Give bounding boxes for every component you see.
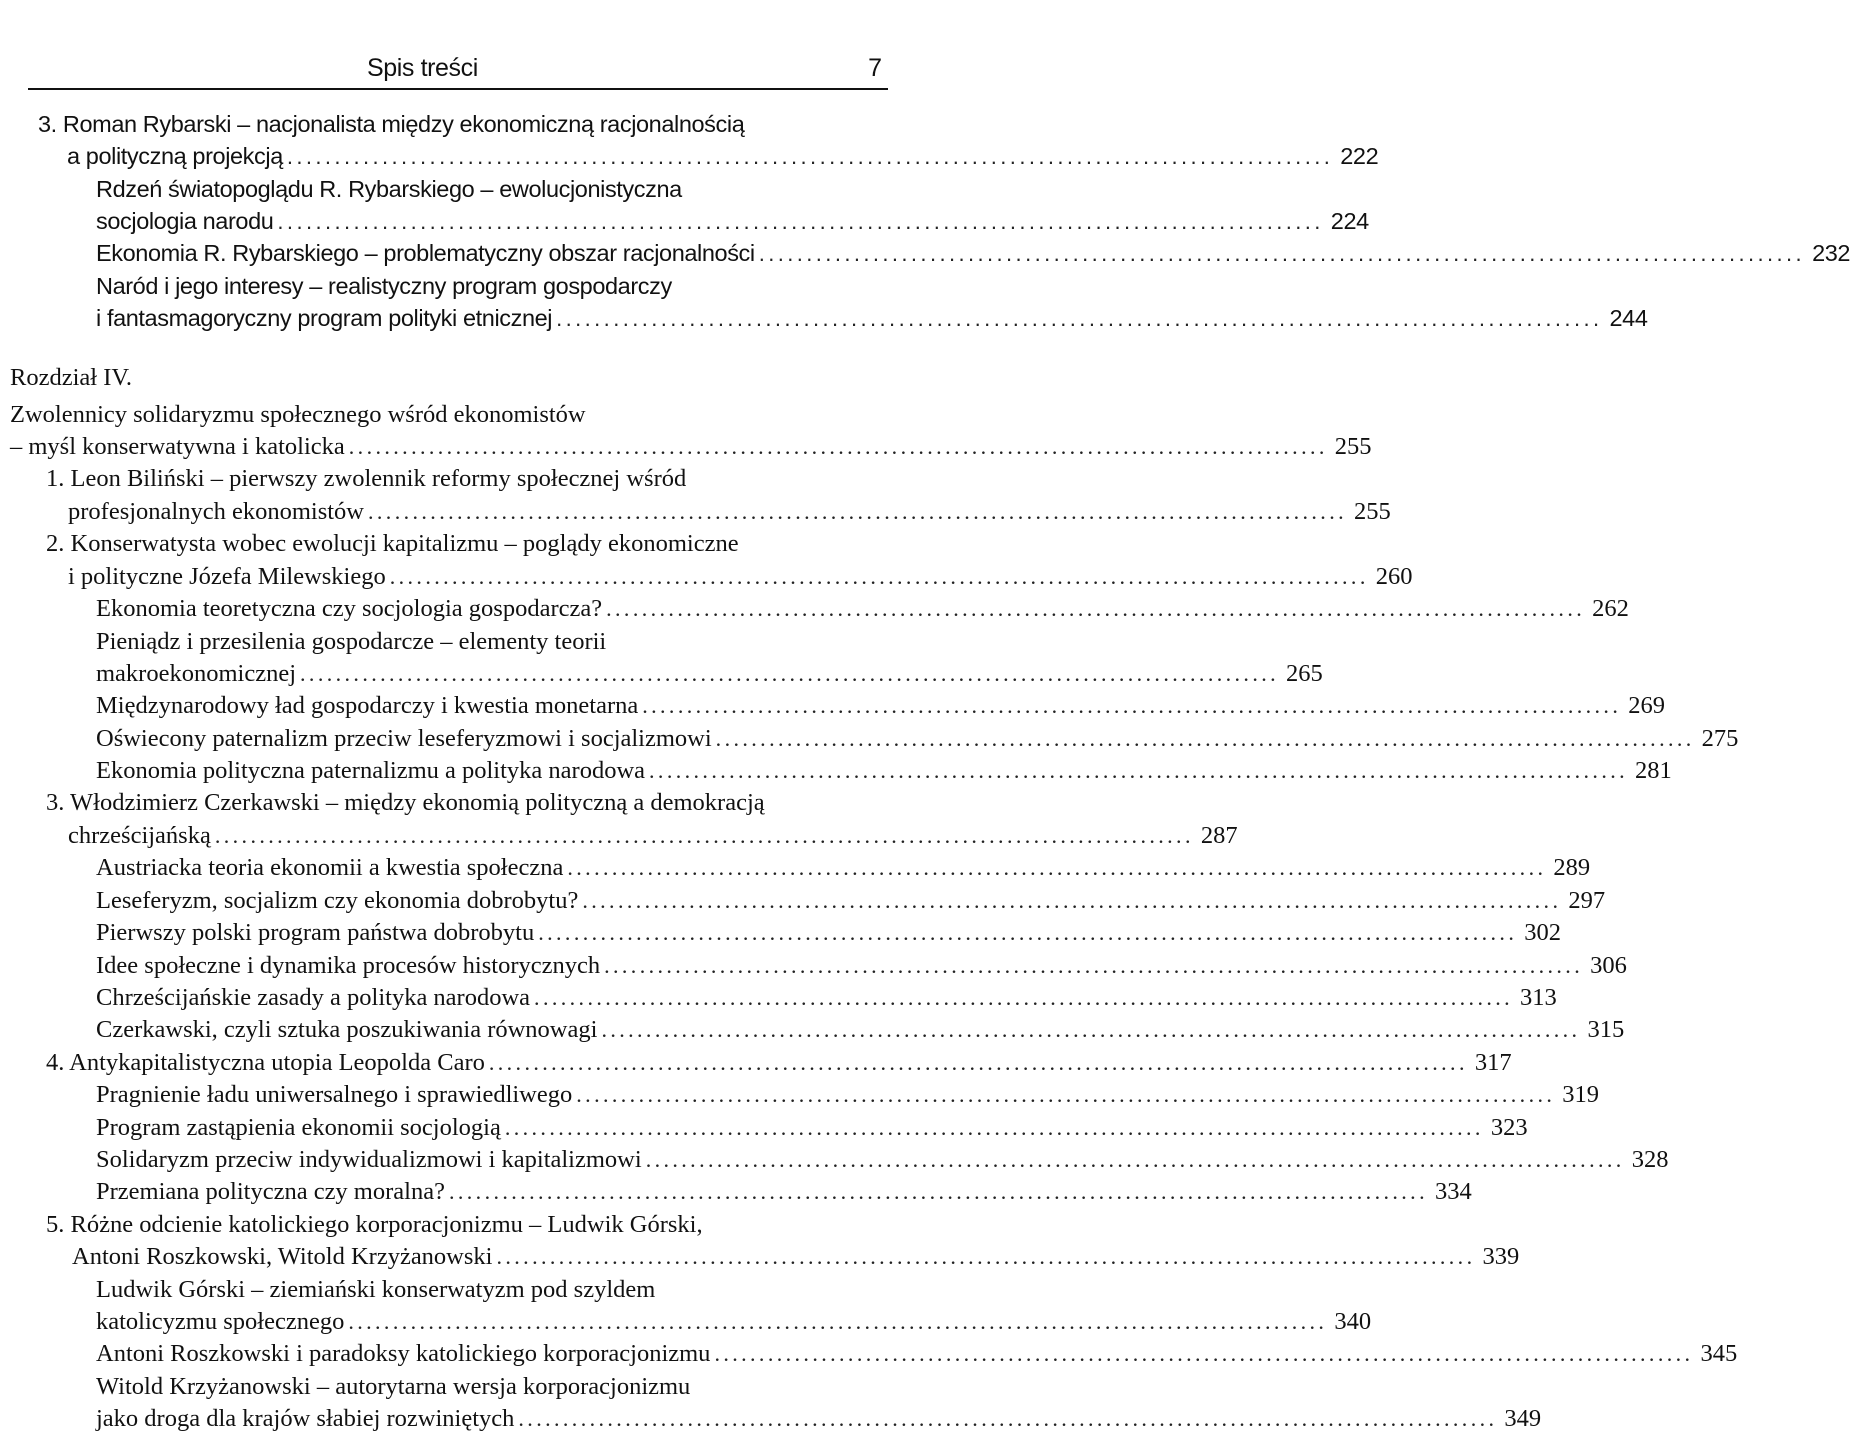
- toc-entry-title: Ekonomia polityczna paternalizmu a polityka narodowa: [96, 757, 646, 784]
- toc-entry-title: katolicyzmu społecznego: [96, 1308, 345, 1335]
- running-header: [28, 50, 888, 90]
- toc-entry-title: Przemiana polityczna czy moralna?: [96, 1178, 445, 1205]
- toc-entry-page: 289: [1553, 854, 1591, 881]
- toc-entry-page: 224: [1330, 208, 1369, 234]
- dot-leader: ..............................................................................................................: [715, 726, 1695, 751]
- toc-entry-title: makroekonomicznej: [96, 660, 297, 687]
- toc-entry: [10, 430, 1372, 463]
- dot-leader: ..............................................................................................................: [496, 1244, 1476, 1269]
- dot-leader: ..............................................................................................................: [348, 1309, 1328, 1334]
- toc-entry-title: profesjonalnych ekonomistów: [68, 498, 364, 525]
- toc-entry-page: 313: [1520, 984, 1557, 1011]
- toc-entry-title: – myśl konserwatywna i katolicka: [10, 433, 345, 460]
- toc-entry-title: i fantasmagoryczny program polityki etnicznej: [96, 305, 553, 331]
- toc-line-subsection: Witold Krzyżanowski – autorytarna wersja korporacjonizmu: [96, 1373, 691, 1400]
- toc-entry: [46, 1046, 1512, 1079]
- page-number: 7: [868, 54, 882, 82]
- dot-leader: ..............................................................................................................: [534, 985, 1514, 1010]
- toc-entry-page: 317: [1474, 1049, 1512, 1076]
- toc-entry-page: 255: [1354, 498, 1391, 525]
- toc-entry-page: 244: [1609, 305, 1648, 331]
- toc-entry-page: 323: [1490, 1114, 1528, 1141]
- toc-entry: [96, 1078, 1600, 1111]
- toc-entry: [68, 495, 1391, 528]
- toc-entry: [96, 949, 1627, 982]
- dot-leader: ..............................................................................................................: [300, 661, 1280, 686]
- toc-entry-page: 281: [1635, 757, 1672, 784]
- toc-entry-title: Solidaryzm przeciw indywidualizmowi i kapitalizmowi: [96, 1146, 642, 1173]
- toc-line-section-heading: 3. Roman Rybarski – nacjonalista między ekonomiczną racjonalnością: [38, 111, 745, 137]
- toc-entry-page: 340: [1334, 1308, 1372, 1335]
- toc-entry-title: Program zastąpienia ekonomii socjologią: [96, 1114, 501, 1141]
- dot-leader: ..............................................................................................................: [286, 144, 1334, 169]
- toc-entry-title: Leseferyzm, socjalizm czy ekonomia dobrobytu?: [96, 887, 579, 914]
- toc-entry-page: 262: [1592, 595, 1629, 622]
- chapter-label: Rozdział IV.: [10, 364, 133, 391]
- toc-entry-title: Czerkawski, czyli sztuka poszukiwania równowagi: [96, 1016, 598, 1043]
- chapter-title: Zwolennicy solidaryzmu społecznego wśród ekonomistów: [10, 401, 586, 428]
- toc-entry: [96, 1111, 1528, 1144]
- dot-leader: ..............................................................................................................: [488, 1050, 1468, 1075]
- toc-entry: [96, 689, 1665, 722]
- dot-leader: ..............................................................................................................: [601, 1017, 1581, 1042]
- dot-leader: ..............................................................................................................: [642, 693, 1622, 718]
- toc-entry: [96, 722, 1739, 755]
- toc-line-section-heading: 2. Konserwatysta wobec ewolucji kapitalizmu – poglądy ekonomiczne: [46, 530, 739, 557]
- dot-leader: ..............................................................................................................: [649, 758, 1629, 783]
- dot-leader: ..............................................................................................................: [604, 953, 1584, 978]
- toc-entry: [96, 302, 1648, 335]
- toc-entry-page: 334: [1434, 1178, 1472, 1205]
- dot-leader: ..............................................................................................................: [556, 306, 1603, 331]
- dot-leader: ..............................................................................................................: [758, 241, 1806, 266]
- dot-leader: ..............................................................................................................: [448, 1179, 1428, 1204]
- toc-line-subsection: Naród i jego interesy – realistyczny program gospodarczy: [96, 273, 672, 299]
- toc-entry: [96, 1143, 1669, 1176]
- dot-leader: ..............................................................................................................: [714, 1341, 1694, 1366]
- dot-leader: ..............................................................................................................: [368, 499, 1347, 524]
- toc-entry: [67, 140, 1379, 173]
- toc-entry: [96, 592, 1629, 625]
- toc-entry-title: Antoni Roszkowski i paradoksy katolickiego korporacjonizmu: [96, 1340, 711, 1367]
- toc-entry-page: 275: [1701, 725, 1739, 752]
- toc-entry-title: Międzynarodowy ład gospodarczy i kwestia monetarna: [96, 692, 639, 719]
- dot-leader: ..............................................................................................................: [582, 888, 1562, 913]
- toc-entry-page: 302: [1524, 919, 1561, 946]
- toc-entry-title: Pierwszy polski program państwa dobrobytu: [96, 919, 535, 946]
- toc-line-section-heading: 5. Różne odcienie katolickiego korporacjonizmu – Ludwik Górski,: [46, 1211, 703, 1238]
- toc-entry: [96, 884, 1606, 917]
- toc-entry-page: 265: [1286, 660, 1323, 687]
- toc-line-section-heading: 1. Leon Biliński – pierwszy zwolennik reformy społecznej wśród: [46, 465, 687, 492]
- dot-leader: ..............................................................................................................: [567, 855, 1547, 880]
- toc-entry-title: Pragnienie ładu uniwersalnego i sprawiedliwego: [96, 1081, 573, 1108]
- dot-leader: ..............................................................................................................: [214, 823, 1194, 848]
- dot-leader: ..............................................................................................................: [606, 596, 1586, 621]
- dot-leader: ..............................................................................................................: [504, 1115, 1484, 1140]
- toc-entry-title: i polityczne Józefa Milewskiego: [68, 563, 386, 590]
- toc-entry-title: Austriacka teoria ekonomii a kwestia społeczna: [96, 854, 564, 881]
- toc-entry-title: Oświecony paternalizm przeciw leseferyzmowi i socjalizmowi: [96, 725, 712, 752]
- toc-entry-title: Chrześcijańskie zasady a polityka narodowa: [96, 984, 531, 1011]
- dot-leader: ..............................................................................................................: [348, 434, 1328, 459]
- toc-line-subsection: Rdzeń światopoglądu R. Rybarskiego – ewolucjonistyczna: [96, 176, 682, 202]
- toc-entry-title: a polityczną projekcją: [67, 143, 283, 169]
- toc-entry-page: 260: [1375, 563, 1413, 590]
- toc-entry-title: jako droga dla krajów słabiej rozwiniętych: [96, 1405, 515, 1432]
- toc-entry-title: 4. Antykapitalistyczna utopia Leopolda Caro: [46, 1049, 485, 1076]
- dot-leader: ..............................................................................................................: [538, 920, 1518, 945]
- toc-entry-page: 345: [1700, 1340, 1738, 1367]
- toc-entry: [96, 237, 1850, 270]
- toc-entry-title: Ekonomia R. Rybarskiego – problematyczny obszar racjonalności: [96, 240, 755, 266]
- toc-entry-page: 297: [1568, 887, 1606, 914]
- toc-entry: [68, 819, 1238, 852]
- toc-entry: [72, 1240, 1520, 1273]
- dot-leader: ..............................................................................................................: [389, 564, 1369, 589]
- toc-entry-page: 339: [1482, 1243, 1520, 1270]
- toc-entry: [96, 851, 1591, 884]
- toc-entry-page: 306: [1590, 952, 1627, 979]
- toc-line-section-heading: 3. Włodzimierz Czerkawski – między ekonomią polityczną a demokracją: [46, 789, 765, 816]
- toc-entry-page: 232: [1812, 240, 1850, 266]
- toc-entry-page: 328: [1631, 1146, 1669, 1173]
- toc-entry: [96, 1337, 1738, 1370]
- toc-entry: [96, 754, 1672, 787]
- toc-entry-page: 319: [1562, 1081, 1600, 1108]
- toc-entry: [68, 560, 1413, 593]
- toc-entry-page: 315: [1587, 1016, 1625, 1043]
- toc-entry-title: Antoni Roszkowski, Witold Krzyżanowski: [72, 1243, 493, 1270]
- toc-entry: [96, 657, 1323, 690]
- toc-entry: [96, 1175, 1472, 1208]
- toc-entry-page: 269: [1628, 692, 1665, 719]
- toc-entry-page: 255: [1334, 433, 1372, 460]
- toc-line-subsection: Ludwik Górski – ziemiański konserwatyzm pod szyldem: [96, 1276, 656, 1303]
- toc-entry-title: Idee społeczne i dynamika procesów historycznych: [96, 952, 601, 979]
- toc-entry-title: chrześcijańską: [68, 822, 211, 849]
- toc-line-subsection: Pieniądz i przesilenia gospodarcze – elementy teorii: [96, 628, 607, 655]
- toc-entry-page: 222: [1340, 143, 1379, 169]
- toc-entry: [96, 205, 1369, 238]
- toc-entry: [96, 1402, 1542, 1435]
- dot-leader: ..............................................................................................................: [645, 1147, 1625, 1172]
- dot-leader: ..............................................................................................................: [277, 209, 1324, 234]
- toc-entry: [96, 1013, 1625, 1046]
- dot-leader: ..............................................................................................................: [518, 1406, 1498, 1431]
- toc-entry-title: socjologia narodu: [96, 208, 274, 234]
- toc-entry: [96, 1305, 1372, 1338]
- toc-entry-title: Ekonomia teoretyczna czy socjologia gospodarcza?: [96, 595, 603, 622]
- dot-leader: ..............................................................................................................: [576, 1082, 1556, 1107]
- running-header-title: Spis treści: [367, 54, 478, 82]
- toc-entry: [96, 916, 1561, 949]
- toc-entry-page: 349: [1504, 1405, 1542, 1432]
- toc-entry: [96, 981, 1557, 1014]
- toc-entry-page: 287: [1200, 822, 1238, 849]
